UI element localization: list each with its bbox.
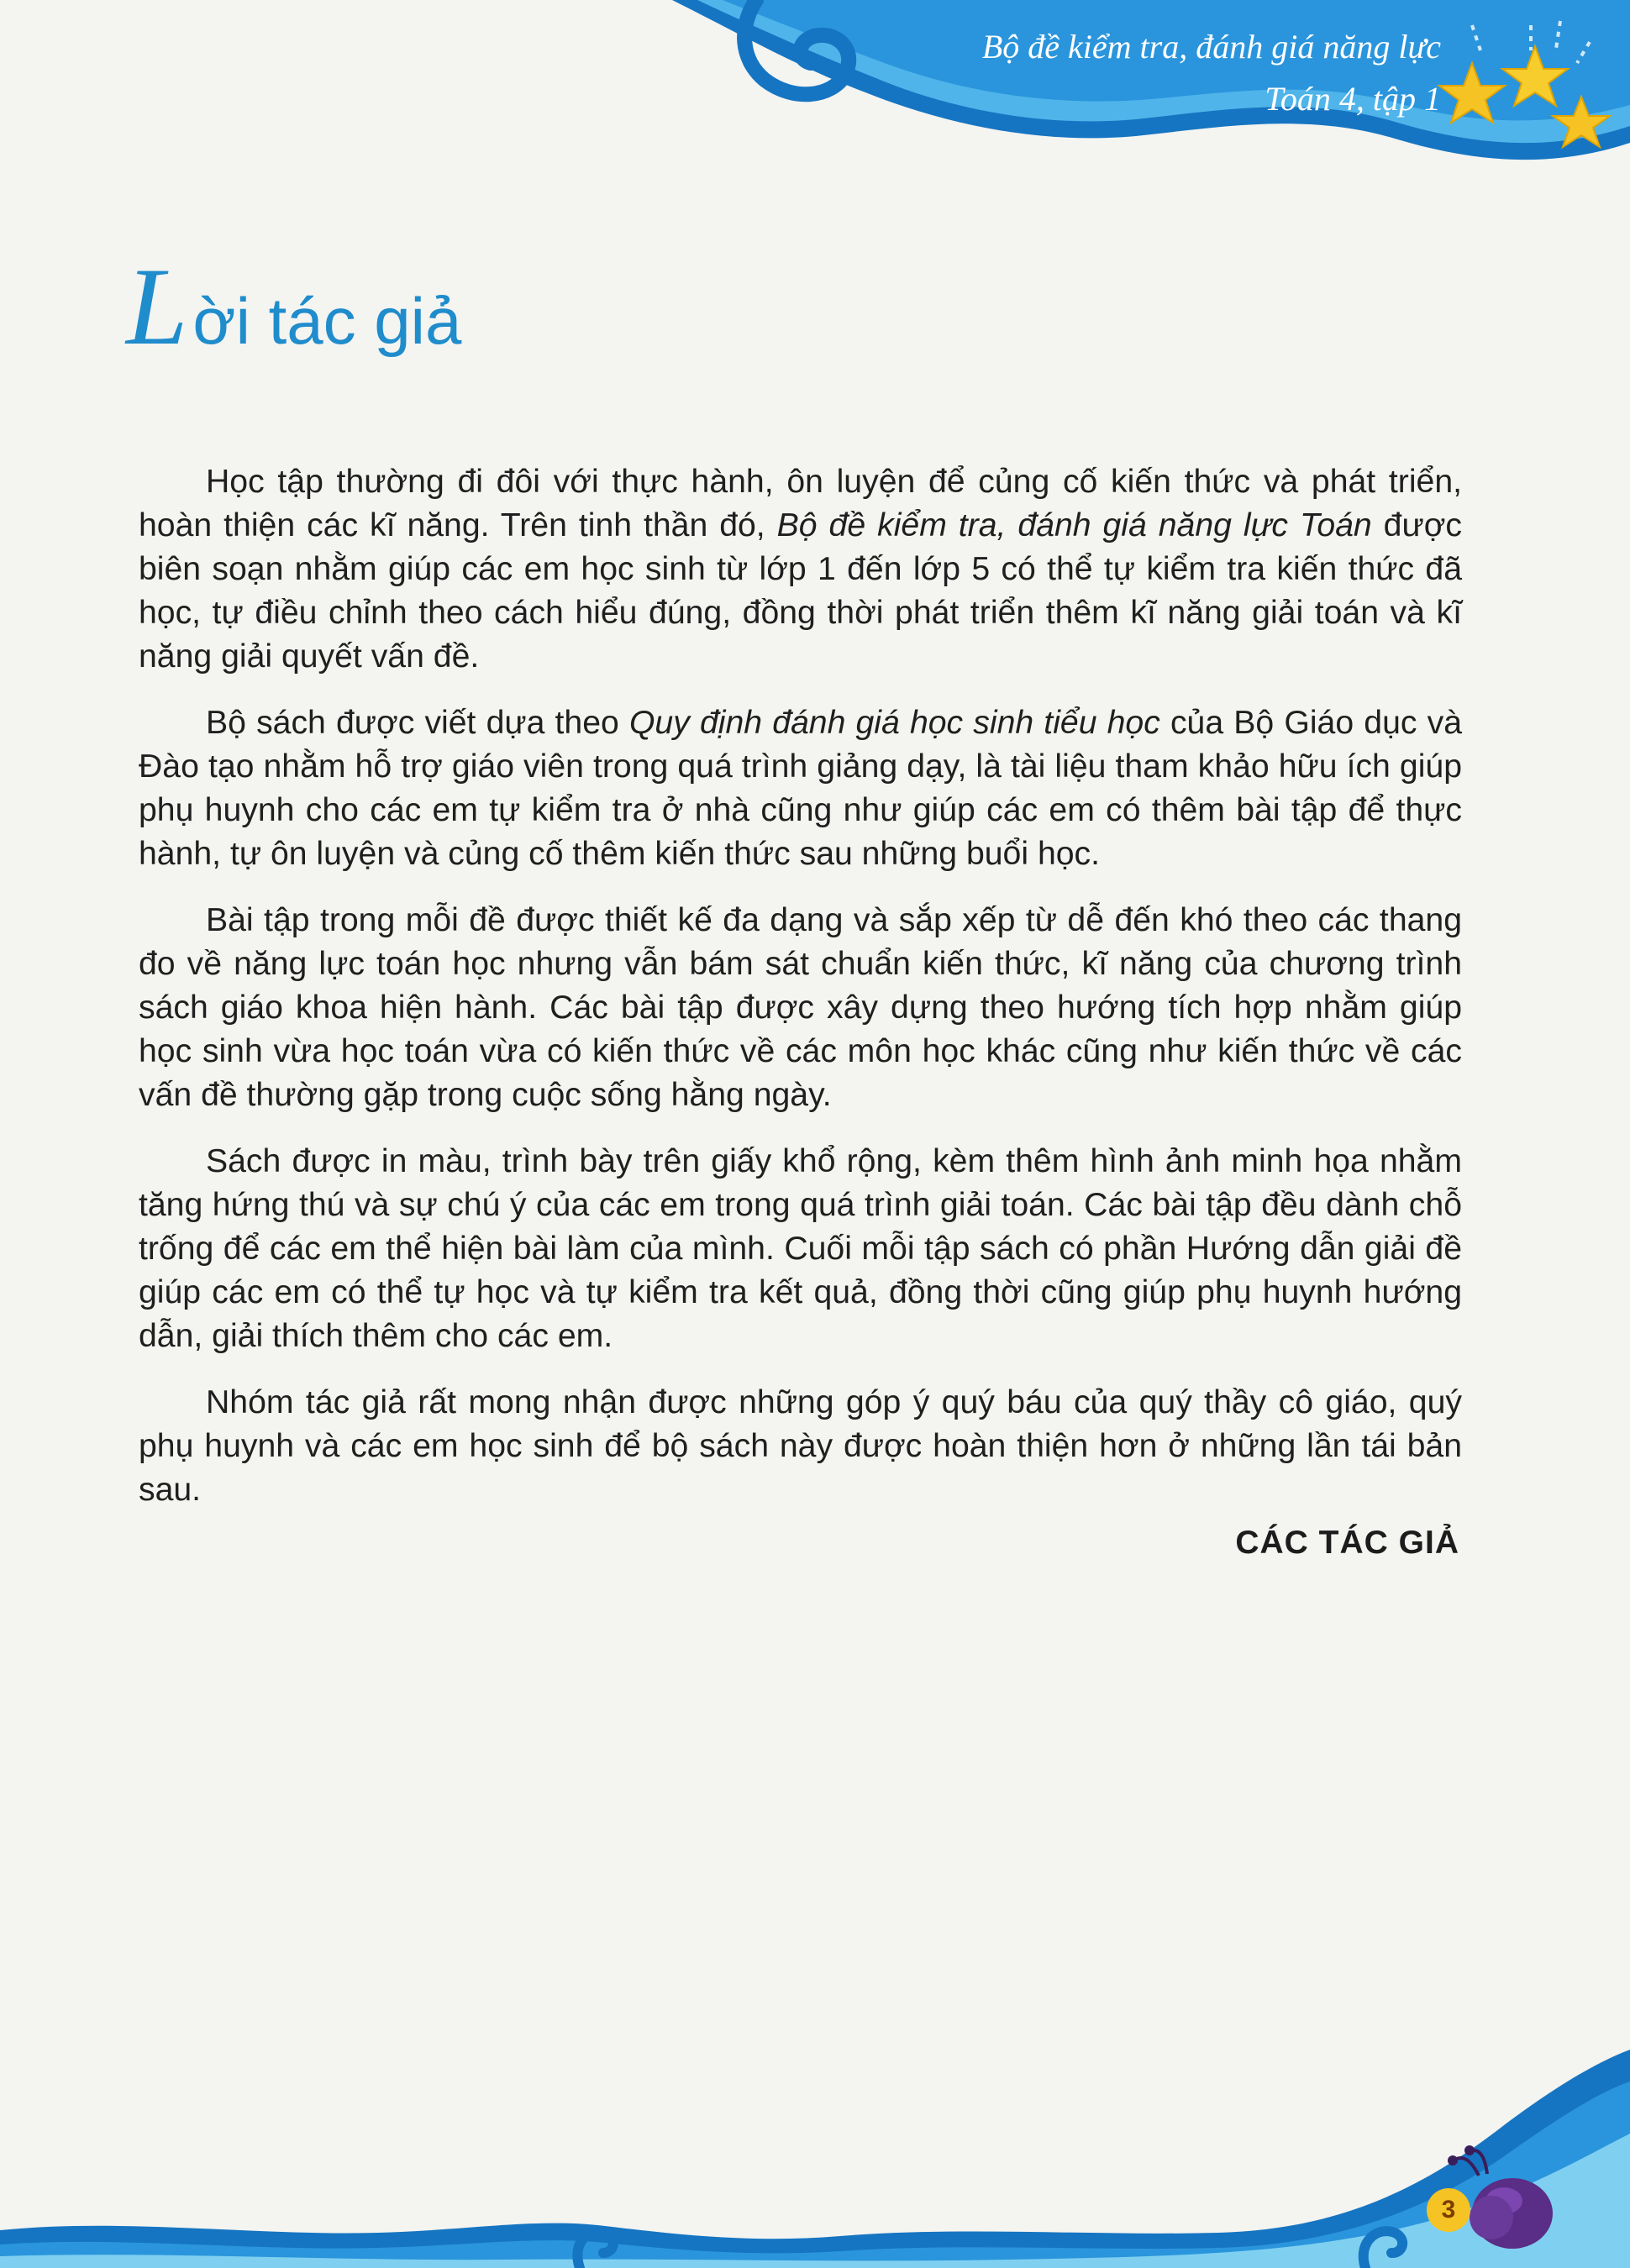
paragraph-4: Sách được in màu, trình bày trên giấy khổ rộng, kèm thêm hình ảnh minh họa nhằm tăng hứng thú và sự chú ý của các em trong quá trình giải toán. Các bài tập đều dành chỗ trống để các em thể hiện bài làm của mình. Cuối mỗi tập sách có phần Hướng dẫn giải đề giúp các em có thể tự học và tự kiểm tra kết quả, đồng thời cũng giúp phụ huynh hướng dẫn, giải thích thêm cho các em. <box>139 1143 1462 1354</box>
title-initial: L <box>126 244 188 368</box>
page-title <box>126 244 462 368</box>
signature: CÁC TÁC GIẢ <box>1235 1525 1459 1561</box>
series-title: Bộ đề kiểm tra, đánh giá năng lực <box>981 28 1441 66</box>
preface-body <box>139 460 1462 1535</box>
book-title: Toán 4, tập 1 <box>1265 80 1441 118</box>
footer-wave-decoration <box>0 2016 1630 2268</box>
paragraph-2-regulation-title: Quy định đánh giá học sinh tiểu học <box>628 705 1160 741</box>
paragraph-1 <box>139 460 1462 679</box>
paragraph-1-book-title: Bộ đề kiểm tra, đánh giá năng lực Toán <box>776 507 1372 543</box>
stars-icon <box>1422 17 1615 160</box>
paragraph-5: Nhóm tác giả rất mong nhận được những góp ý quý báu của quý thầy cô giáo, quý phụ huynh và các em học sinh để bộ sách này được hoàn thiện hơn ở những lần tái bản sau. <box>139 1384 1462 1508</box>
page-number: 3 <box>1427 2188 1470 2232</box>
paragraph-3: Bài tập trong mỗi đề được thiết kế đa dạng và sắp xếp từ dễ đến khó theo các thang đo về năng lực toán học nhưng vẫn bám sát chuẩn kiến thức, kĩ năng của chương trình sách giáo khoa hiện hành. Các bài tập được xây dựng theo hướng tích hợp nhằm giúp học sinh vừa học toán vừa có kiến thức về các môn học khác cũng như kiến thức về các vấn đề thường gặp trong cuộc sống hằng ngày. <box>139 902 1462 1113</box>
paragraph-1-text-c: được biên soạn nhằm giúp các em học sinh từ lớp 1 đến lớp 5 có thể tự kiểm tra kiến thức đã học, tự điều chỉnh theo cách hiểu đúng, đồng thời phát triển thêm kĩ năng giải toán và kĩ năng giải quyết vấn đề. <box>139 507 1462 675</box>
title-rest: ời tác giả <box>192 284 462 358</box>
header-text <box>982 24 1441 123</box>
paragraph-2 <box>139 701 1462 876</box>
paragraph-2-text-a: Bộ sách được viết dựa theo <box>206 705 629 741</box>
paragraph-1-text-a: Học tập thường đi đôi với thực hành, ôn luyện để củng cố kiến thức và phát triển, hoàn thiện các kĩ năng. Trên tinh thần đó, <box>139 464 1462 543</box>
paragraph-2-text-c: của Bộ Giáo dục và Đào tạo nhằm hỗ trợ giáo viên trong quá trình giảng dạy, là tài liệu tham khảo hữu ích giúp phụ huynh cho các em tự kiểm tra ở nhà cũng như giúp các em có thêm bài tập để thực hành, tự ôn luyện và củng cố thêm kiến thức sau những buổi học. <box>139 705 1462 872</box>
